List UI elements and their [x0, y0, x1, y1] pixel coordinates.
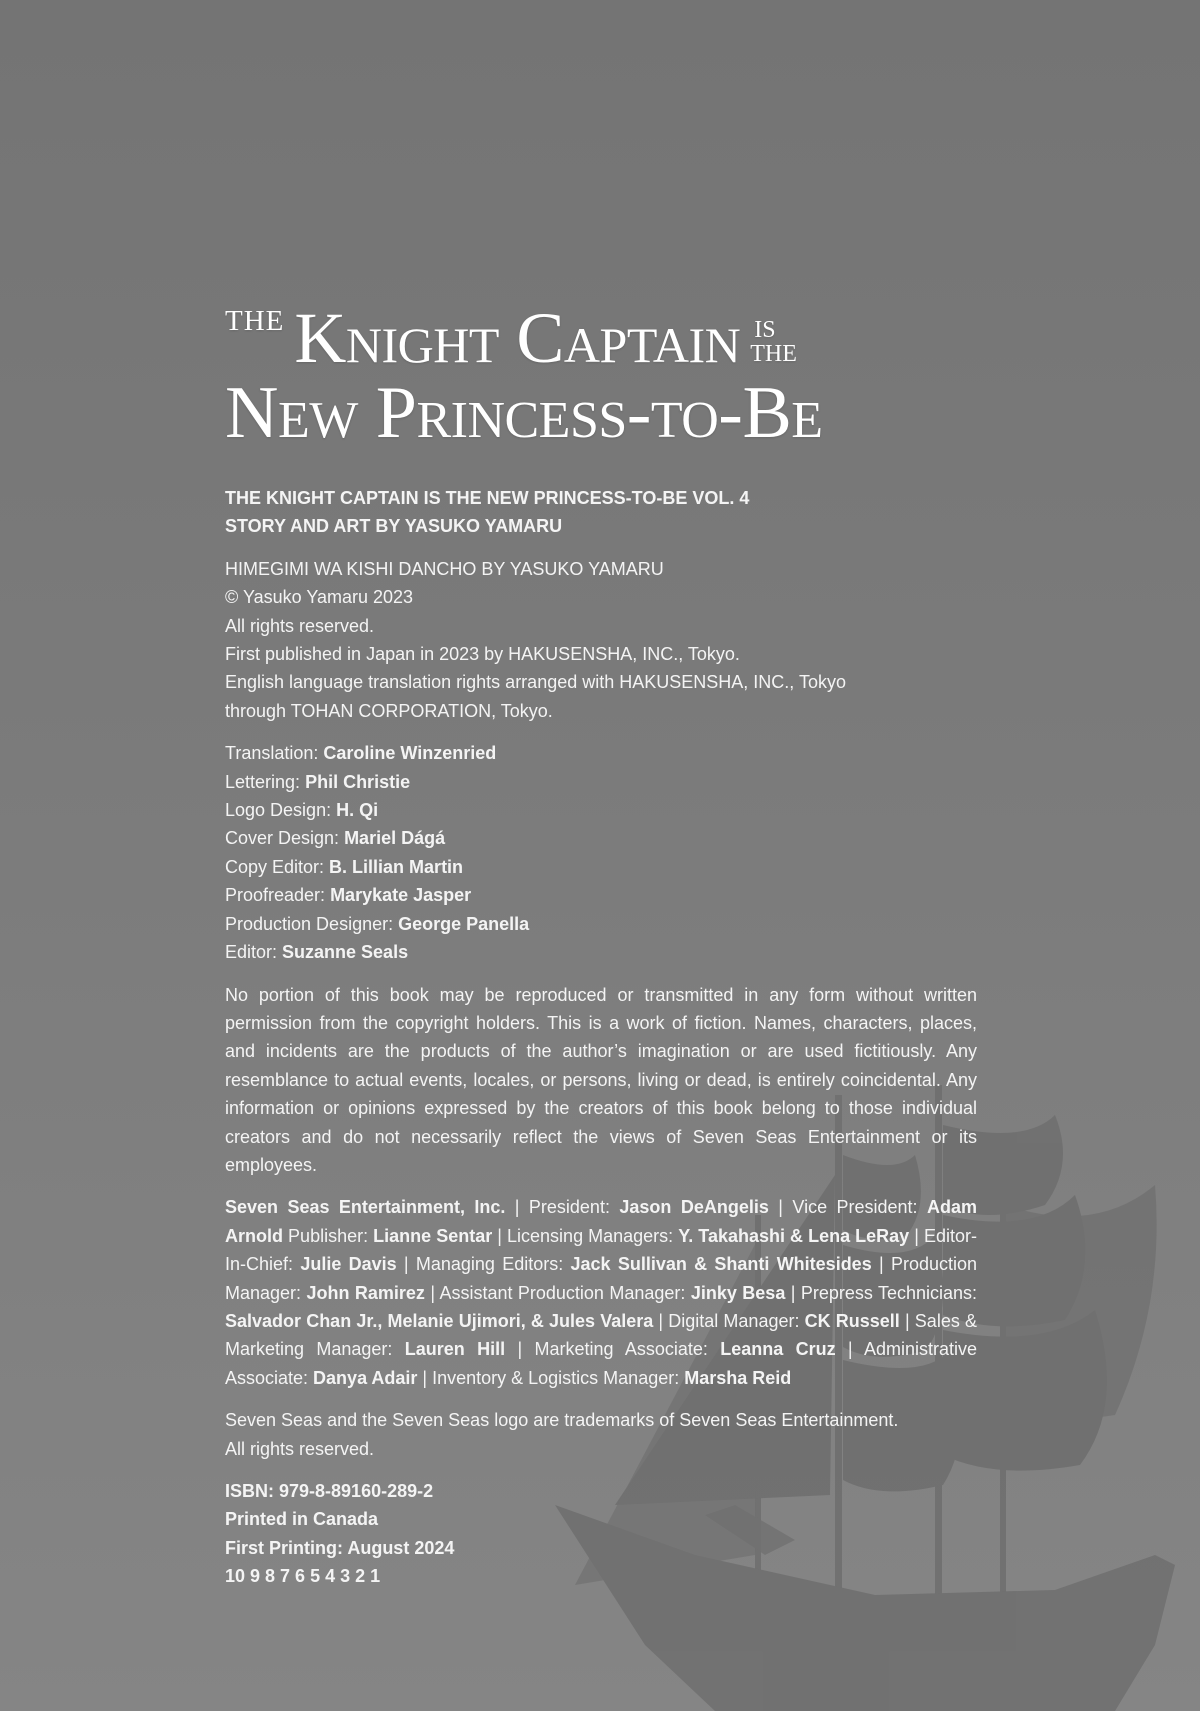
credit-name: B. Lillian Martin [329, 856, 464, 877]
staff-name: CK Russell [804, 1310, 900, 1331]
title-block [225, 484, 977, 541]
staff-role: | Administrative Associate: [225, 1339, 977, 1388]
staff-name: Leanna Cruz [720, 1339, 836, 1360]
isbn: ISBN: 979-8-89160-289-2 [225, 1481, 434, 1501]
staff-role: | Digital Manager: [653, 1310, 805, 1331]
rights-line: © Yasuko Yamaru 2023 [225, 587, 414, 608]
byline: STORY AND ART BY YASUKO YAMARU [225, 516, 563, 537]
credit-line [225, 910, 977, 938]
printer-number-line: 10 9 8 7 6 5 4 3 2 1 [225, 1566, 381, 1587]
rights-line: English language translation rights arranged with HAKUSENSHA, INC., Tokyo [225, 672, 846, 693]
staff-name: Jack Sullivan & Shanti Whitesides [570, 1254, 872, 1275]
credits-block [225, 739, 977, 966]
staff-role: | Production Manager: [225, 1254, 978, 1303]
logo-is-the [750, 318, 797, 366]
staff-role: | Prepress Technicians: [785, 1282, 978, 1303]
credit-role: Proofreader: [225, 885, 331, 906]
credit-role: Cover Design: [225, 828, 345, 849]
staff-name: Marsha Reid [684, 1367, 792, 1388]
staff-name: Danya Adair [313, 1367, 418, 1388]
copyright-page [225, 297, 978, 1605]
rights-line: HIMEGIMI WA KISHI DANCHO BY YASUKO YAMARU [225, 558, 664, 579]
logo-the: THE [225, 305, 285, 337]
rights-line: All rights reserved. [225, 615, 375, 636]
staff-role: | Assistant Production Manager: [424, 1282, 691, 1303]
credit-name: Phil Christie [305, 771, 411, 792]
first-printing: First Printing: August 2024 [225, 1537, 455, 1558]
credit-line [225, 824, 977, 852]
credit-line [225, 938, 977, 966]
logo-line-1 [225, 297, 977, 378]
trademark-line: Seven Seas and the Seven Seas logo are trademarks of Seven Seas Entertainment. [225, 1410, 899, 1431]
print-info-block [225, 1477, 977, 1591]
staff-role: | Managing Editors: [396, 1254, 571, 1275]
staff-name: Lauren Hill [404, 1339, 506, 1360]
staff-text [225, 1193, 977, 1392]
staff-name: Jason DeAngelis [619, 1197, 769, 1218]
logo-the-2: THE [750, 341, 797, 367]
staff-name: Jinky Besa [690, 1282, 786, 1303]
credit-name: Suzanne Seals [282, 942, 409, 963]
credit-role: Editor: [225, 942, 283, 963]
credit-line [225, 768, 977, 796]
staff-name: Seven Seas Entertainment, Inc. [225, 1197, 506, 1218]
rights-block [225, 555, 977, 725]
staff-role: | Marketing Associate: [505, 1339, 721, 1360]
logo-new-princess: New Princess-to-Be [225, 372, 823, 454]
rights-line: through TOHAN CORPORATION, Tokyo. [225, 700, 553, 721]
printed-in: Printed in Canada [225, 1509, 379, 1530]
staff-name: Adam Arnold [225, 1197, 977, 1246]
credit-name: H. Qi [336, 800, 379, 821]
disclaimer-text: No portion of this book may be reproduced or transmitted in any form without written permission from the copyright holders. This is a work of fiction. Names, characters, places, and incidents are the products of the author’s imagination or are used fictitiously. Any resemblance to actual events, locales, or persons, living or dead, is entirely coincidental. Any information or opinions expressed by the creators of this book belong to those individual creators and do not necessarily reflect the views of Seven Seas Entertainment or its employees. [225, 984, 977, 1175]
credit-line [225, 739, 977, 767]
staff-role: | Editor-In-Chief: [225, 1225, 977, 1275]
credit-role: Copy Editor: [225, 856, 330, 877]
staff-block [225, 1193, 977, 1392]
staff-role: | President: [505, 1197, 620, 1218]
credit-role: Logo Design: [225, 800, 337, 821]
staff-name: Salvador Chan Jr., Melanie Ujimori, & Jules Valera [225, 1310, 654, 1331]
logo-knight-captain: Knight Captain [294, 297, 741, 378]
logo-is: IS [754, 317, 776, 343]
credit-role: Lettering: [225, 771, 306, 792]
credit-line [225, 881, 977, 909]
credit-role: Production Designer: [225, 913, 399, 934]
series-logo [225, 297, 977, 454]
credit-line [225, 853, 977, 881]
staff-role: Publisher: [283, 1225, 374, 1246]
staff-role: | Vice President: [768, 1197, 927, 1218]
staff-role: | Sales & Marketing Manager: [225, 1310, 977, 1360]
credit-name: Mariel Dágá [344, 828, 446, 849]
credit-name: Marykate Jasper [330, 885, 472, 906]
credit-name: George Panella [398, 913, 530, 934]
staff-name: Julie Davis [300, 1254, 397, 1275]
staff-role: | Inventory & Logistics Manager: [417, 1367, 685, 1388]
credit-line [225, 796, 977, 824]
credit-name: Caroline Winzenried [323, 743, 497, 764]
disclaimer-block [225, 981, 977, 1180]
staff-role: | Licensing Managers: [492, 1225, 679, 1246]
credit-role: Translation: [225, 743, 324, 764]
trademark-rights: All rights reserved. [225, 1438, 375, 1459]
staff-name: Lianne Sentar [373, 1225, 493, 1246]
staff-name: Y. Takahashi & Lena LeRay [678, 1225, 910, 1246]
book-title: THE KNIGHT CAPTAIN IS THE NEW PRINCESS-TO-BE VOL. 4 [225, 488, 750, 508]
staff-name: John Ramirez [306, 1282, 425, 1303]
trademark-block [225, 1406, 977, 1463]
rights-line: First published in Japan in 2023 by HAKUSENSHA, INC., Tokyo. [225, 644, 740, 665]
